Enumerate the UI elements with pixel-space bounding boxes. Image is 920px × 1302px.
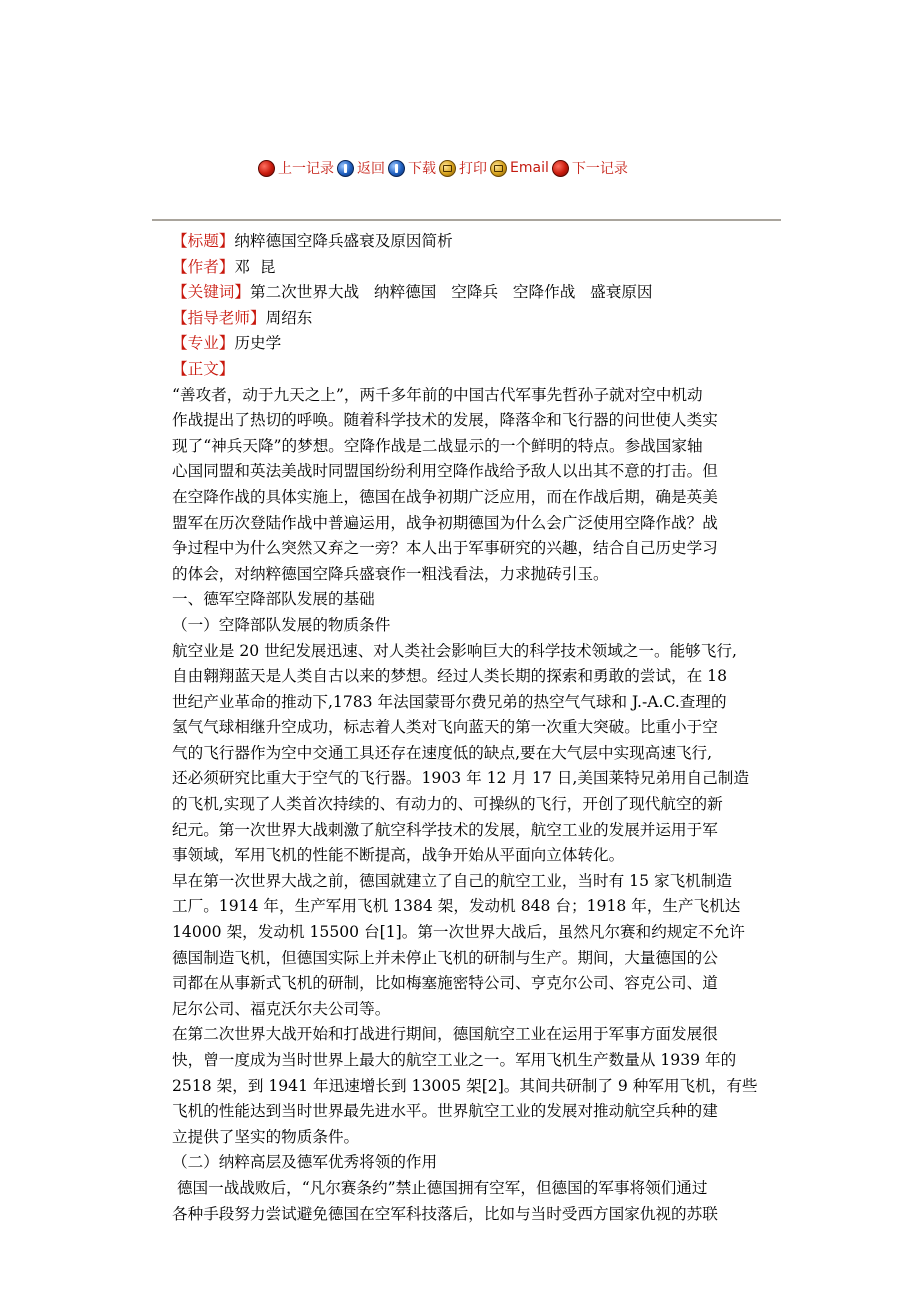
- back-link[interactable]: [337, 158, 388, 178]
- body-line: 自由翱翔蓝天是人类自古以来的梦想。经过人类长期的探索和勇敢的尝试，在 18: [172, 667, 727, 686]
- body-line: 在第二次世界大战开始和打战进行期间，德国航空工业在运用于军事方面发展很: [172, 1025, 718, 1044]
- body-line: 还必须研究比重大于空气的飞行器。1903 年 12 月 17 日,美国莱特兄弟用自己制造: [172, 769, 749, 788]
- subsection-heading: （二）纳粹高层及德军优秀将领的作用: [172, 1153, 438, 1172]
- body-line: 各种手段努力尝试避免德国在空军科技落后，比如与当时受西方国家仇视的苏联: [172, 1204, 718, 1223]
- body-line: 在空降作战的具体实施上，德国在战争初期广泛应用，而在作战后期，确是英美: [172, 487, 718, 506]
- keywords-tag: 【关键词】: [172, 283, 250, 302]
- email-label: Email: [510, 160, 549, 176]
- body-line: 德国制造飞机，但德国实际上并未停止飞机的研制与生产。期间，大量德国的公: [172, 948, 718, 967]
- body-line: 14000 架，发动机 15500 台[1]。第一次世界大战后，虽然凡尔赛和约规定不允许: [172, 923, 745, 942]
- body-tag: 【正文】: [172, 359, 235, 378]
- body-line: 的飞机,实现了人类首次持续的、有动力的、可操纵的飞行，开创了现代航空的新: [172, 795, 723, 814]
- blue-info-icon: [388, 160, 405, 177]
- body-line: 2518 架，到 1941 年迅速增长到 13005 架[2]。其间共研制了 9 种军用飞机，有些: [172, 1076, 758, 1095]
- section-heading: 一、德军空降部队发展的基础: [172, 590, 375, 609]
- body-heading-row: [172, 357, 752, 383]
- prev-record-link[interactable]: [258, 158, 337, 178]
- article-author: 邓 昆: [234, 257, 276, 276]
- red-ball-icon: [552, 160, 569, 177]
- major-tag: 【专业】: [172, 334, 235, 353]
- next-record-label: 下一记录: [571, 161, 628, 177]
- body-line: 早在第一次世界大战之前，德国就建立了自己的航空工业，当时有 15 家飞机制造: [172, 871, 732, 890]
- gold-envelope-icon: [490, 160, 507, 177]
- body-line: 事领域，军用飞机的性能不断提高，战争开始从平面向立体转化。: [172, 846, 625, 865]
- body-line: “善攻者，动于九天之上”，两千多年前的中国古代军事先哲孙子就对空中机动: [172, 385, 703, 404]
- article-advisor: 周绍东: [265, 308, 313, 327]
- body-line: 立提供了坚实的物质条件。: [172, 1127, 360, 1146]
- body-line: 航空业是 20 世纪发展迅速、对人类社会影响巨大的科学技术领域之一。能够飞行,: [172, 641, 737, 660]
- print-link[interactable]: [439, 158, 490, 178]
- body-line: 作战提出了热切的呼唤。随着科学技术的发展，降落伞和飞行器的问世使人类实: [172, 411, 718, 430]
- body-line: 德国一战战败后，“凡尔赛条约”禁止德国拥有空军，但德国的军事将领们通过: [172, 1178, 708, 1197]
- blue-info-icon: [337, 160, 354, 177]
- download-label: 下载: [408, 161, 436, 177]
- body-line: 氢气气球相继升空成功，标志着人类对飞向蓝天的第一次重大突破。比重小于空: [172, 718, 718, 737]
- article-title: 纳粹德国空降兵盛衰及原因简析: [234, 232, 453, 250]
- body-line: 心国同盟和英法美战时同盟国纷纷利用空降作战给予敌人以出其不意的打击。但: [172, 462, 718, 481]
- article-keywords: 第二次世界大战 纳粹德国 空降兵 空降作战 盛衰原因: [249, 283, 653, 302]
- print-label: 打印: [459, 161, 487, 177]
- body-line: 争过程中为什么突然又弃之一旁？本人出于军事研究的兴趣，结合自己历史学习: [172, 539, 718, 558]
- header-divider: [152, 219, 781, 221]
- article-content: [172, 229, 758, 1227]
- article-major: 历史学: [234, 334, 282, 353]
- body-line: 司都在从事新式飞机的研制，比如梅塞施密特公司、亨克尔公司、容克公司、道: [172, 974, 718, 993]
- author-tag: 【作者】: [172, 257, 235, 276]
- body-line: 的体会，对纳粹德国空降兵盛衰作一粗浅看法，力求抛砖引玉。: [172, 564, 609, 583]
- title-row: [172, 229, 752, 255]
- body-line: 盟军在历次登陆作战中普遍运用，战争初期德国为什么会广泛使用空降作战？战: [172, 513, 718, 532]
- body-line: 纪元。第一次世界大战刺激了航空科学技术的发展，航空工业的发展并运用于军: [172, 820, 718, 839]
- download-link[interactable]: [388, 158, 439, 178]
- advisor-row: [172, 306, 752, 332]
- major-row: [172, 331, 752, 357]
- prev-record-label: 上一记录: [278, 161, 334, 177]
- back-label: 返回: [357, 161, 385, 177]
- email-link[interactable]: [490, 160, 552, 177]
- body-line: 世纪产业革命的推动下,1783 年法国蒙哥尔费兄弟的热空气气球和 J.-A.C.查理的: [172, 692, 727, 711]
- next-record-link[interactable]: [552, 158, 631, 178]
- title-tag: 【标题】: [172, 232, 235, 250]
- keywords-row: [172, 280, 752, 306]
- body-line: 现了“神兵天降”的梦想。空降作战是二战显示的一个鲜明的特点。参战国家轴: [172, 436, 703, 455]
- body-line: 工厂。1914 年，生产军用飞机 1384 架，发动机 848 台；1918 年，生产飞机达: [172, 897, 741, 916]
- red-ball-icon: [258, 160, 275, 177]
- advisor-tag: 【指导老师】: [172, 308, 266, 327]
- body-line: 气的飞行器作为空中交通工具还存在速度低的缺点,要在大气层中实现高速飞行,: [172, 743, 713, 762]
- body-line: 快，曾一度成为当时世界上最大的航空工业之一。军用飞机生产数量从 1939 年的: [172, 1051, 737, 1069]
- subsection-heading: （一）空降部队发展的物质条件: [172, 615, 391, 634]
- gold-envelope-icon: [439, 160, 456, 177]
- author-row: [172, 255, 752, 281]
- body-line: 飞机的性能达到当时世界最先进水平。世界航空工业的发展对推动航空兵种的建: [172, 1102, 718, 1121]
- record-navigation-bar: [258, 156, 631, 180]
- body-line: 尼尔公司、福克沃尔夫公司等。: [172, 999, 391, 1018]
